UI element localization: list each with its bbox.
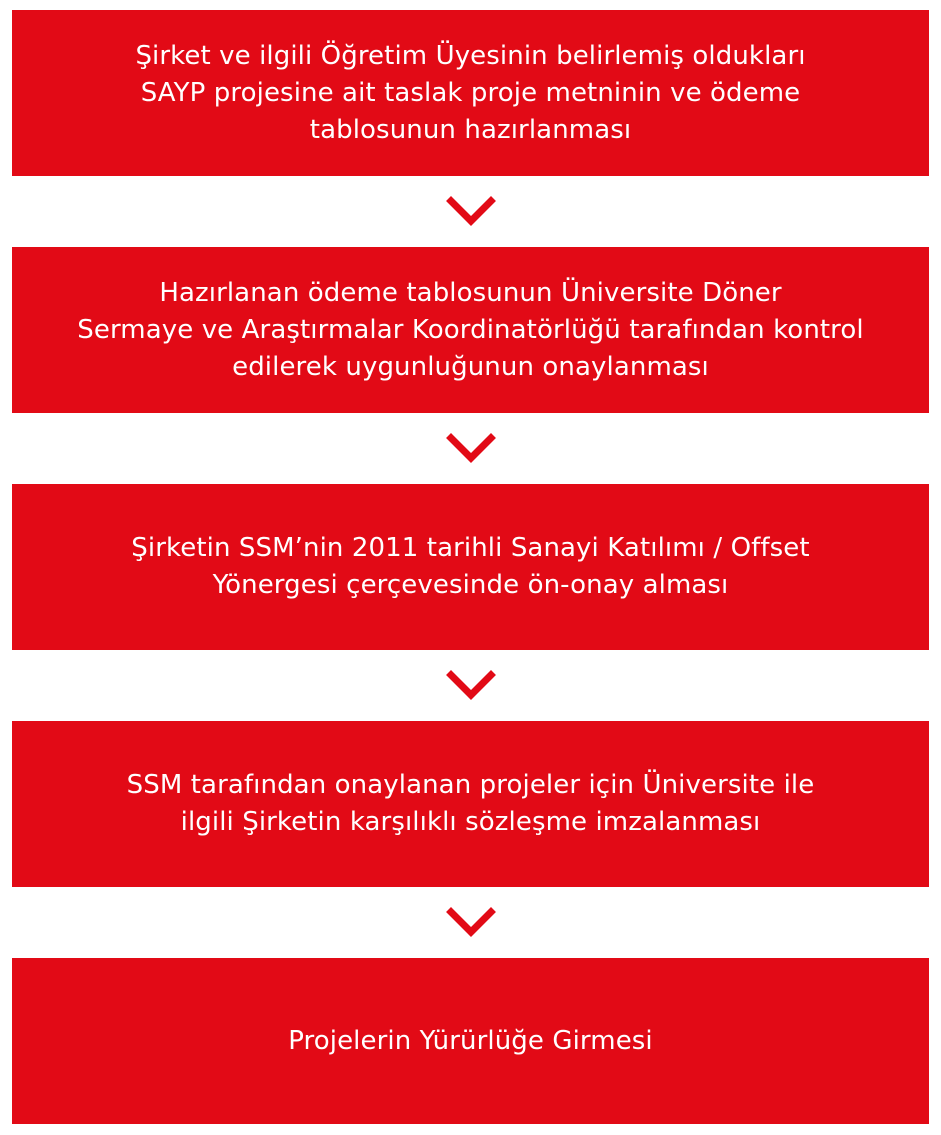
step-text-5 (288, 1023, 653, 1060)
step-2-line-3: edilerek uygunluğunun onaylanması (232, 351, 709, 382)
step-4-line-2: ilgili Şirketin karşılıklı sözleşme imzalanması (180, 807, 761, 837)
step-box-5 (12, 958, 929, 1124)
step-box-1 (12, 10, 929, 176)
step-1-line-2: SAYP projesine ait taslak proje metninin ve ödeme (140, 77, 801, 108)
step-box-2 (12, 247, 929, 413)
step-2-line-2: Sermaye ve Araştırmalar Koordinatörlüğü tarafından kontrol (77, 314, 864, 345)
step-text-1 (135, 38, 805, 149)
step-text-3 (131, 530, 809, 604)
step-5-line-1: Projelerin Yürürlüğe Girmesi (288, 1025, 653, 1056)
step-3-line-2: Yönergesi çerçevesinde ön-onay alması (212, 570, 729, 600)
step-text-2 (77, 275, 864, 386)
step-box-4 (12, 721, 929, 887)
step-1-line-3: tablosunun hazırlanması (309, 114, 632, 145)
step-box-3 (12, 484, 929, 650)
step-4-line-1: SSM tarafından onaylanan projeler için Üniversite ile (126, 770, 815, 800)
step-text-4 (127, 767, 815, 841)
chevron-down-icon (445, 432, 497, 466)
chevron-down-icon (445, 669, 497, 703)
step-2-line-1: Hazırlanan ödeme tablosunun Üniversite Döner (159, 277, 782, 308)
step-3-line-1: Şirketin SSM’nin 2011 tarihli Sanayi Katılımı / Offset (131, 533, 810, 563)
chevron-down-icon (445, 906, 497, 940)
chevron-down-icon (445, 195, 497, 229)
step-1-line-1: Şirket ve ilgili Öğretim Üyesinin belirlemiş oldukları (135, 40, 806, 71)
